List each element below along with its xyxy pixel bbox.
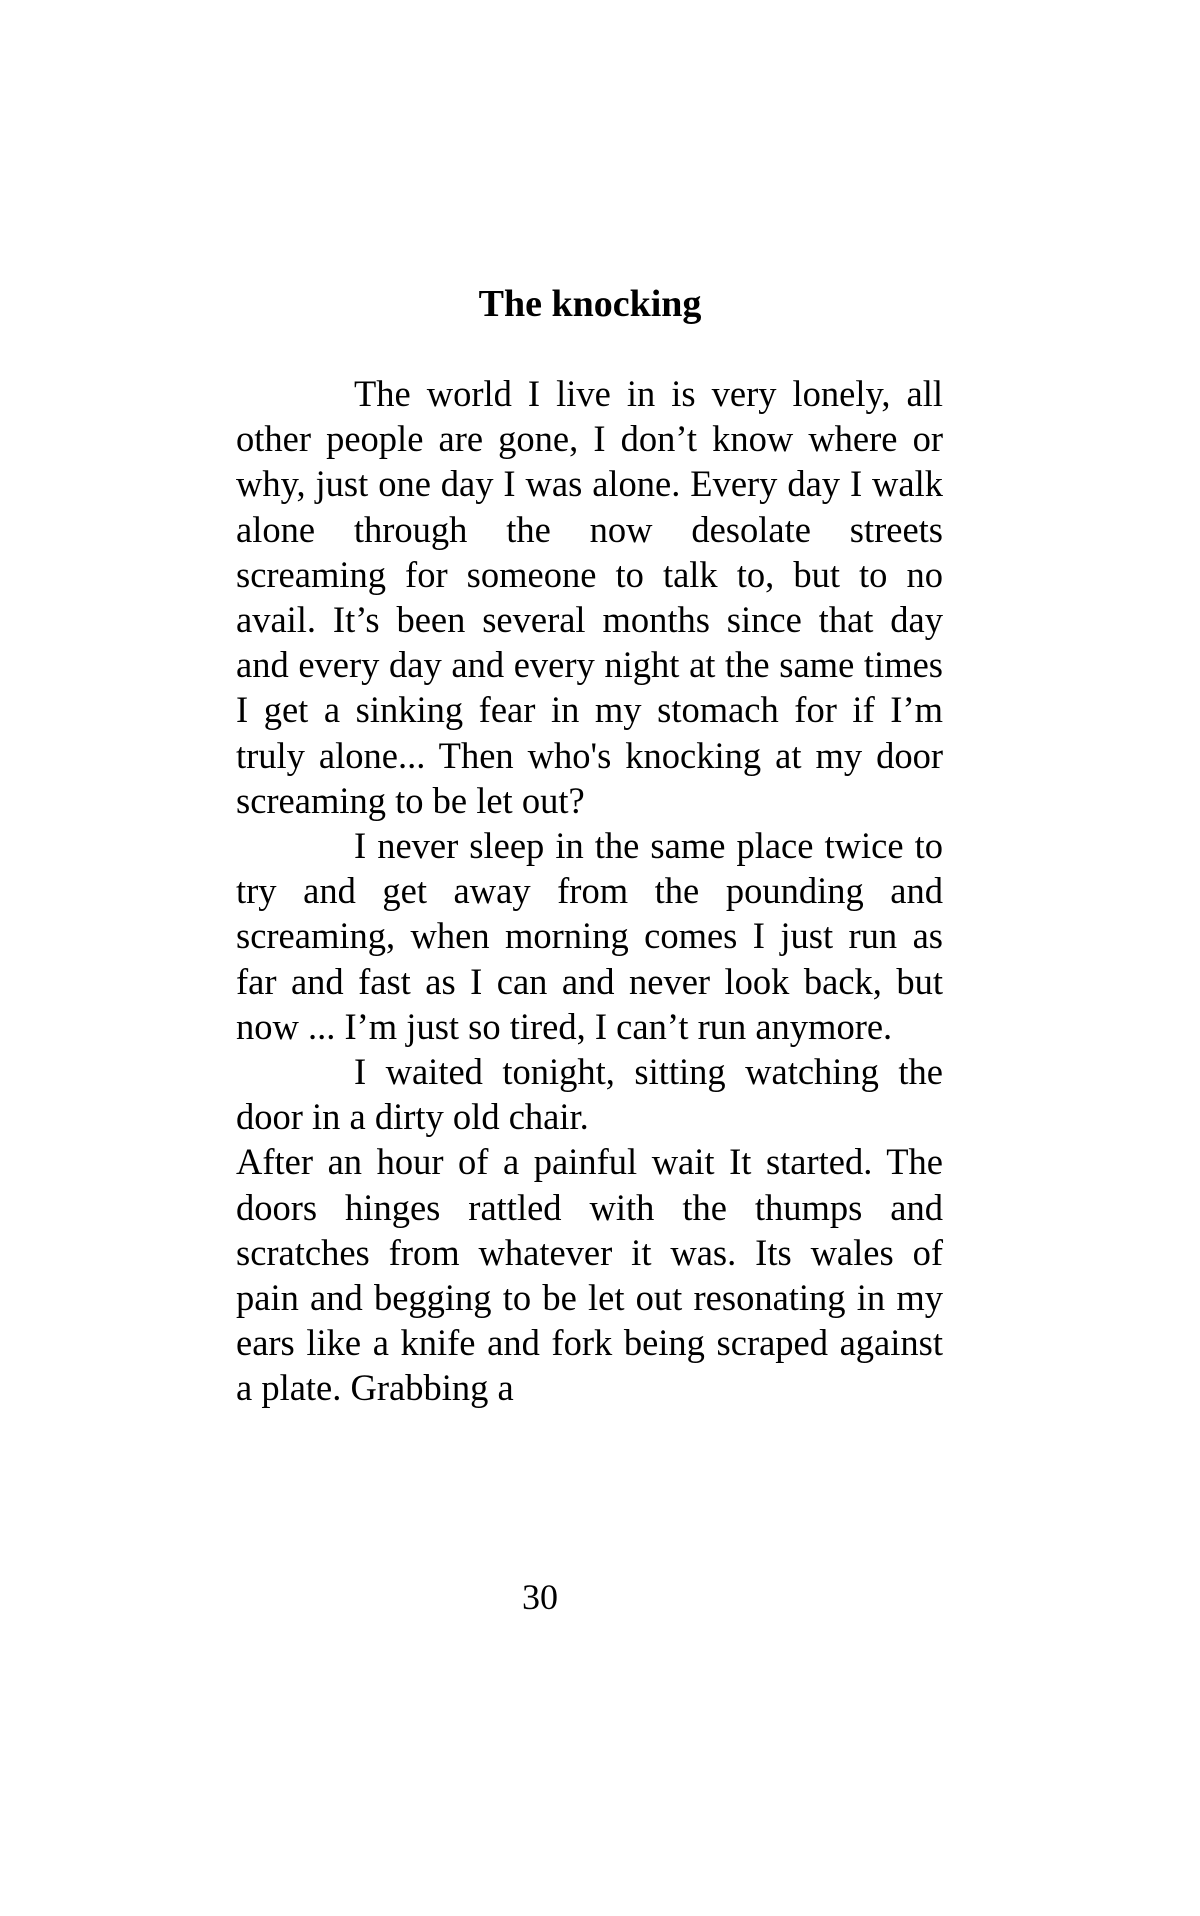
paragraph-3: I waited tonight, sitting watching the door in a dirty old chair. xyxy=(236,1051,943,1138)
paragraph-1: The world I live in is very lonely, all other people are gone, I don’t know where or why, just one day I was alone. Every day I walk alone through the now desolate streets screaming for someone to talk to, but to no avail. It’s been several months since that day and every day and every night at the same times I get a sinking fear in my stomach for if I’m truly alone... Then who's knocking at my door screaming to be let out? xyxy=(236,373,943,821)
chapter-title: The knocking xyxy=(478,283,702,325)
paragraph-2: I never sleep in the same place twice to try and get away from the pounding and screaming, when morning comes I just run as far and fast as I can and never look back, but now ... I’m just so tired, I can’t run anymore. xyxy=(236,825,943,1047)
chapter-body xyxy=(236,371,943,1411)
page-number: 30 xyxy=(522,1577,558,1617)
paragraph-4: After an hour of a painful wait It started. The doors hinges rattled with the thumps and scratches from whatever it was. Its wales of pain and begging to be let out resonating in my ears like a knife and fork being scraped against a plate. Grabbing a xyxy=(236,1141,943,1409)
